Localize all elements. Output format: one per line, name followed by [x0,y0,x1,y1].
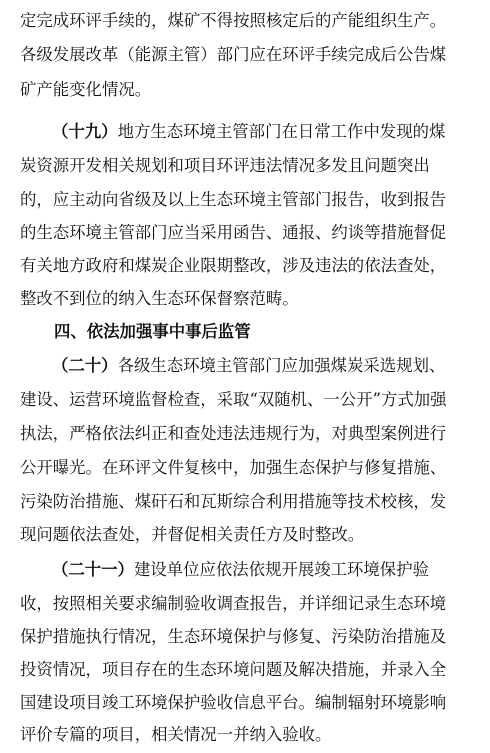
paragraph-line [20,183,482,217]
line-text: 炭资源开发相关规划和项目环评违法情况多发且问题突出 [20,156,430,175]
clause-number: （二十一） [52,560,134,579]
line-text: 建设、运营环境监督检查，采取“双随机、一公开”方式加强 [20,390,447,409]
paragraph-line [20,38,482,72]
line-text: 地方生态环境主管部门在日常工作中发现的煤 [117,122,446,141]
line-text: 评价专篇的项目，相关情况一并纳入验收。 [20,725,332,744]
line-text: 国建设项目竣工环境保护验收信息平台。编制辐射环境影响 [20,693,447,712]
line-text: 执法，严格依法纠正和查处违法违规行为，对典型案例进行 [20,424,447,443]
line-text: 定完成环评手续的，煤矿不得按照核定后的产能组织生产。 [20,11,447,30]
paragraph-line [20,587,482,621]
line-text: 保护措施执行情况，生态环境保护与修复、污染防治措施及 [20,627,447,646]
line-text: 建设单位应依法依规开展竣工环境保护验 [133,560,429,579]
paragraph-line [52,553,490,587]
line-text: 污染防治措施、煤矸石和瓦斯综合利用措施等技术校核，发 [20,492,447,511]
paragraph-line [52,115,490,149]
paragraph-line [20,451,482,485]
paragraph-line [20,485,482,519]
line-text: 投资情况，项目存在的生态环境问题及解决措施，并录入全 [20,660,447,679]
line-text: 收，按照相关要求编制验收调查报告，并详细记录生态环境 [20,594,447,613]
paragraph-line [20,417,482,451]
clause-number: （二十） [52,356,118,375]
line-text: 公开曝光。在环评文件复核中，加强生态保护与修复措施、 [20,458,447,477]
section-heading [54,315,490,349]
section-heading-text: 四、依法加强事中事后监管 [54,322,251,341]
line-text: 整改不到位的纳入生态环保督察范畴。 [20,289,299,308]
paragraph-line [20,216,482,250]
paragraph-line [52,349,490,383]
paragraph-line [20,282,482,316]
paragraph-line [20,718,482,752]
line-text: 各级生态环境主管部门应加强煤炭采选规划、 [117,356,446,375]
line-text: 的生态环境主管部门应当采用函告、通报、约谈等措施督促 [20,223,447,242]
line-text: 有关地方政府和煤炭企业限期整改，涉及违法的依法查处， [20,256,447,275]
clause-number: （十九） [52,122,118,141]
line-text: 现问题依法查处，并督促相关责任方及时整改。 [20,525,365,544]
paragraph-line [20,149,482,183]
paragraph-line [20,249,482,283]
paragraph-line [20,653,482,687]
paragraph-line [20,518,482,552]
line-text: 矿产能变化情况。 [20,80,152,99]
paragraph-line [20,383,482,417]
paragraph-line [20,4,482,38]
paragraph-line [20,73,482,107]
paragraph-line [20,620,482,654]
paragraph-line [20,686,482,720]
line-text: 各级发展改革（能源主管）部门应在环评手续完成后公告煤 [20,45,447,64]
line-text: 的，应主动向省级及以上生态环境主管部门报告，收到报告 [20,190,447,209]
